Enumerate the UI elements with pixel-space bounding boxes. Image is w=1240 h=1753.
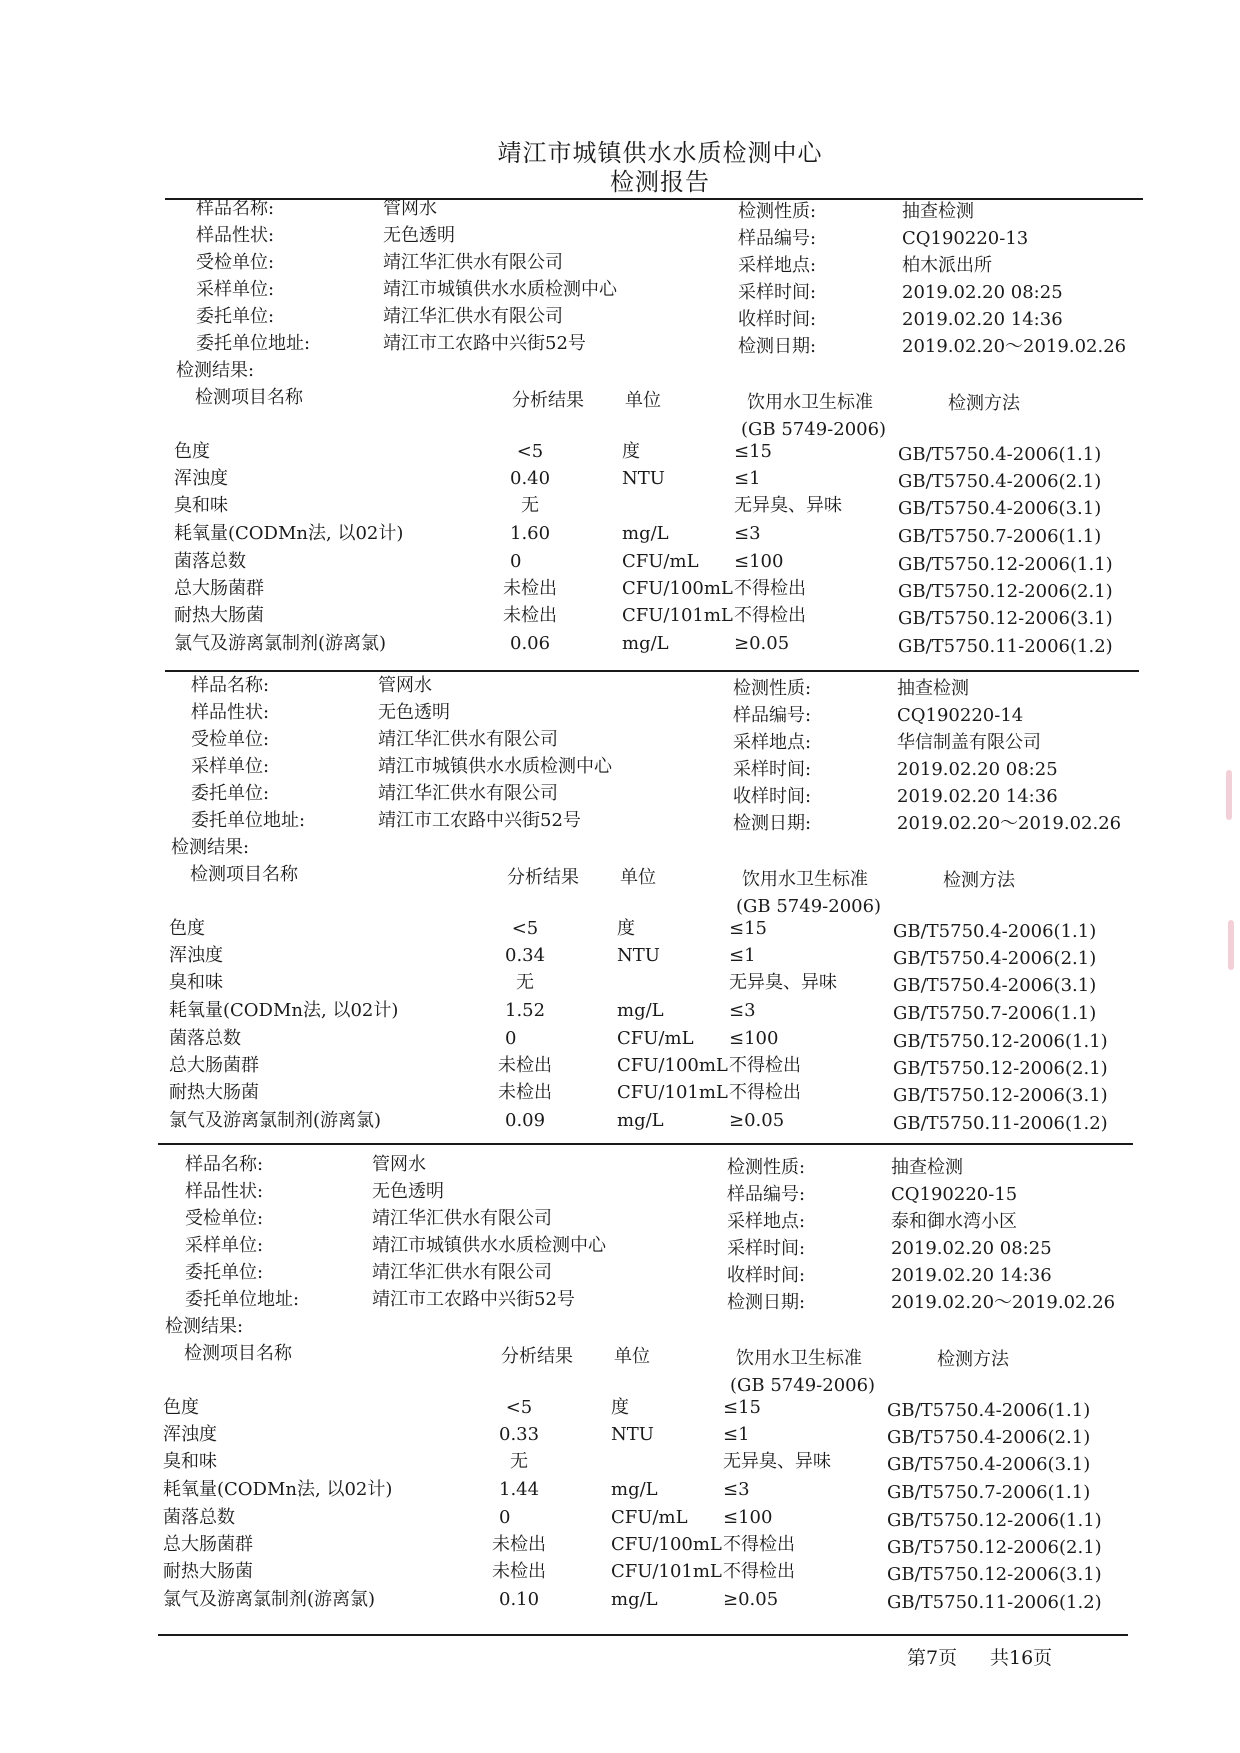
row-standard: 无异臭、异味 bbox=[723, 1451, 831, 1472]
row-item-name: 色度 bbox=[174, 441, 210, 462]
row-result: 0 bbox=[499, 1507, 511, 1528]
results-label: 检测结果: bbox=[165, 1316, 244, 1337]
row-result: 未检出 bbox=[498, 1082, 552, 1103]
test-date-label: 检测日期: bbox=[727, 1292, 806, 1313]
sampling-unit-value: 靖江市城镇供水水质检测中心 bbox=[383, 279, 617, 300]
test-date-value: 2019.02.20～2019.02.26 bbox=[891, 1292, 1116, 1313]
sample-trait-value: 无色透明 bbox=[378, 702, 450, 723]
row-result: 1.60 bbox=[510, 523, 551, 544]
inspected-unit-value: 靖江华汇供水有限公司 bbox=[372, 1208, 552, 1229]
client-unit-value: 靖江华汇供水有限公司 bbox=[378, 783, 558, 804]
row-result: 无 bbox=[521, 495, 539, 516]
row-method: GB/T5750.4-2006(2.1) bbox=[887, 1427, 1091, 1448]
sample_trait-label: 样品性状: bbox=[185, 1181, 264, 1202]
test-date-label: 检测日期: bbox=[738, 336, 817, 357]
sample-no-label: 样品编号: bbox=[727, 1184, 806, 1205]
row-method: GB/T5750.4-2006(1.1) bbox=[887, 1400, 1091, 1421]
client-address-label: 委托单位地址: bbox=[196, 333, 311, 354]
row-result: <5 bbox=[505, 1397, 533, 1418]
row-method: GB/T5750.4-2006(3.1) bbox=[887, 1454, 1091, 1475]
row-method: GB/T5750.4-2006(2.1) bbox=[893, 948, 1097, 969]
row-method: GB/T5750.7-2006(1.1) bbox=[887, 1482, 1091, 1503]
client-address-label: 委托单位地址: bbox=[191, 810, 306, 831]
row-method: GB/T5750.12-2006(2.1) bbox=[893, 1058, 1108, 1079]
row-item-name: 浑浊度 bbox=[169, 945, 223, 966]
sample_trait-label: 样品性状: bbox=[196, 225, 275, 246]
sample-no-value: CQ190220-13 bbox=[902, 228, 1029, 249]
row-standard: ≤15 bbox=[734, 441, 772, 462]
row-standard: 不得检出 bbox=[729, 1082, 801, 1103]
section-divider bbox=[165, 670, 1139, 672]
row-result: <5 bbox=[516, 441, 544, 462]
receive-time-value: 2019.02.20 14:36 bbox=[902, 309, 1063, 330]
row-unit: mg/L bbox=[611, 1589, 658, 1610]
row-item-name: 耐热大肠菌 bbox=[163, 1561, 253, 1582]
row-unit: mg/L bbox=[611, 1479, 658, 1500]
row-standard: ≥0.05 bbox=[729, 1110, 785, 1131]
row-result: 未检出 bbox=[492, 1534, 546, 1555]
inspected-unit-value: 靖江华汇供水有限公司 bbox=[378, 729, 558, 750]
col-method-header: 检测方法 bbox=[948, 393, 1020, 414]
row-standard: ≤1 bbox=[734, 468, 761, 489]
row-unit: 度 bbox=[617, 918, 635, 939]
sampling-site-label: 采样地点: bbox=[733, 732, 812, 753]
row-method: GB/T5750.11-2006(1.2) bbox=[898, 636, 1113, 657]
sample-no-value: CQ190220-15 bbox=[891, 1184, 1018, 1205]
sampling-site-value: 柏木派出所 bbox=[902, 255, 992, 276]
row-result: 0 bbox=[505, 1028, 517, 1049]
row-method: GB/T5750.12-2006(1.1) bbox=[898, 554, 1113, 575]
inspected-unit-label: 受检单位: bbox=[191, 729, 270, 750]
row-unit: NTU bbox=[617, 945, 660, 966]
row-method: GB/T5750.11-2006(1.2) bbox=[893, 1113, 1108, 1134]
row-result: 未检出 bbox=[492, 1561, 546, 1582]
row-unit: CFU/101mL bbox=[617, 1082, 728, 1103]
col-standard-header: 饮用水卫生标准 bbox=[742, 869, 868, 890]
row-method: GB/T5750.12-2006(3.1) bbox=[898, 608, 1113, 629]
row-item-name: 臭和味 bbox=[169, 972, 223, 993]
row-item-name: 总大肠菌群 bbox=[169, 1055, 259, 1076]
row-result: 未检出 bbox=[503, 605, 557, 626]
test-nature-label: 检测性质: bbox=[727, 1157, 806, 1178]
row-method: GB/T5750.7-2006(1.1) bbox=[893, 1003, 1097, 1024]
sampling-unit-value: 靖江市城镇供水水质检测中心 bbox=[372, 1235, 606, 1256]
row-item-name: 色度 bbox=[163, 1397, 199, 1418]
row-standard: 不得检出 bbox=[734, 605, 806, 626]
sampling-time-label: 采样时间: bbox=[727, 1238, 806, 1259]
row-standard: ≤15 bbox=[729, 918, 767, 939]
row-result: 0.34 bbox=[505, 945, 546, 966]
client-address-value: 靖江市工农路中兴街52号 bbox=[378, 810, 581, 831]
row-standard: 无异臭、异味 bbox=[729, 972, 837, 993]
row-result: 0.33 bbox=[499, 1424, 540, 1445]
row-item-name: 氯气及游离氯制剂(游离氯) bbox=[174, 633, 387, 654]
sampling-unit-label: 采样单位: bbox=[191, 756, 270, 777]
row-standard: 不得检出 bbox=[723, 1561, 795, 1582]
inspected-unit-label: 受检单位: bbox=[196, 252, 275, 273]
col-item-header: 检测项目名称 bbox=[195, 387, 303, 408]
row-unit: CFU/100mL bbox=[617, 1055, 728, 1076]
row-item-name: 耗氧量(CODMn法, 以02计) bbox=[169, 1000, 399, 1021]
row-result: 未检出 bbox=[498, 1055, 552, 1076]
test-date-label: 检测日期: bbox=[733, 813, 812, 834]
test-date-value: 2019.02.20～2019.02.26 bbox=[897, 813, 1122, 834]
row-standard: 不得检出 bbox=[729, 1055, 801, 1076]
sampling-time-label: 采样时间: bbox=[733, 759, 812, 780]
results-label: 检测结果: bbox=[171, 837, 250, 858]
row-item-name: 氯气及游离氯制剂(游离氯) bbox=[163, 1589, 376, 1610]
col-result-header: 分析结果 bbox=[501, 1346, 573, 1367]
sampling-time-value: 2019.02.20 08:25 bbox=[902, 282, 1063, 303]
row-result: 0.09 bbox=[505, 1110, 546, 1131]
row-unit: CFU/101mL bbox=[611, 1561, 722, 1582]
section-divider bbox=[158, 1143, 1133, 1145]
client-unit-label: 委托单位: bbox=[191, 783, 270, 804]
sampling-unit-label: 采样单位: bbox=[185, 1235, 264, 1256]
row-method: GB/T5750.12-2006(3.1) bbox=[893, 1085, 1108, 1106]
row-standard: ≤1 bbox=[729, 945, 756, 966]
test-nature-label: 检测性质: bbox=[738, 201, 817, 222]
sampling-unit-value: 靖江市城镇供水水质检测中心 bbox=[378, 756, 612, 777]
row-item-name: 耐热大肠菌 bbox=[174, 605, 264, 626]
test-nature-value: 抽查检测 bbox=[902, 201, 974, 222]
sampling-site-label: 采样地点: bbox=[727, 1211, 806, 1232]
row-method: GB/T5750.4-2006(3.1) bbox=[898, 498, 1102, 519]
row-method: GB/T5750.4-2006(3.1) bbox=[893, 975, 1097, 996]
sample_trait-label: 样品性状: bbox=[191, 702, 270, 723]
row-method: GB/T5750.12-2006(2.1) bbox=[898, 581, 1113, 602]
sample-name-value: 管网水 bbox=[378, 675, 432, 696]
sample_name-label: 样品名称: bbox=[185, 1154, 264, 1175]
col-item-header: 检测项目名称 bbox=[190, 864, 298, 885]
col-unit-header: 单位 bbox=[614, 1346, 650, 1367]
row-item-name: 耗氧量(CODMn法, 以02计) bbox=[163, 1479, 393, 1500]
client-unit-label: 委托单位: bbox=[185, 1262, 264, 1283]
receive-time-label: 收样时间: bbox=[733, 786, 812, 807]
footer-divider bbox=[158, 1634, 1128, 1636]
row-standard: ≤15 bbox=[723, 1397, 761, 1418]
row-result: 0 bbox=[510, 551, 522, 572]
col-standard-sub-header: (GB 5749-2006) bbox=[736, 896, 882, 917]
sample_name-label: 样品名称: bbox=[196, 198, 275, 219]
receive-time-value: 2019.02.20 14:36 bbox=[897, 786, 1058, 807]
row-result: 无 bbox=[516, 972, 534, 993]
sample-no-label: 样品编号: bbox=[738, 228, 817, 249]
ink-mark bbox=[1226, 770, 1232, 820]
row-unit: 度 bbox=[611, 1397, 629, 1418]
sampling-unit-label: 采样单位: bbox=[196, 279, 275, 300]
row-method: GB/T5750.11-2006(1.2) bbox=[887, 1592, 1102, 1613]
test-nature-value: 抽查检测 bbox=[897, 678, 969, 699]
col-unit-header: 单位 bbox=[625, 390, 661, 411]
col-result-header: 分析结果 bbox=[507, 867, 579, 888]
row-standard: ≤100 bbox=[723, 1507, 773, 1528]
sample-no-value: CQ190220-14 bbox=[897, 705, 1024, 726]
row-item-name: 臭和味 bbox=[174, 495, 228, 516]
row-unit: mg/L bbox=[622, 633, 669, 654]
test-nature-value: 抽查检测 bbox=[891, 1157, 963, 1178]
client-unit-value: 靖江华汇供水有限公司 bbox=[372, 1262, 552, 1283]
receive-time-label: 收样时间: bbox=[738, 309, 817, 330]
row-unit: mg/L bbox=[617, 1110, 664, 1131]
sampling-time-value: 2019.02.20 08:25 bbox=[891, 1238, 1052, 1259]
row-result: 0.10 bbox=[499, 1589, 540, 1610]
sampling-time-value: 2019.02.20 08:25 bbox=[897, 759, 1058, 780]
row-result: 0.06 bbox=[510, 633, 551, 654]
col-method-header: 检测方法 bbox=[943, 870, 1015, 891]
sample-trait-value: 无色透明 bbox=[383, 225, 455, 246]
row-method: GB/T5750.12-2006(3.1) bbox=[887, 1564, 1102, 1585]
report-title: 检测报告 bbox=[610, 168, 710, 196]
row-item-name: 总大肠菌群 bbox=[174, 578, 264, 599]
ink-mark bbox=[1228, 920, 1234, 970]
row-standard: 无异臭、异味 bbox=[734, 495, 842, 516]
row-standard: 不得检出 bbox=[723, 1534, 795, 1555]
row-item-name: 氯气及游离氯制剂(游离氯) bbox=[169, 1110, 382, 1131]
sampling-site-value: 泰和御水湾小区 bbox=[891, 1211, 1017, 1232]
row-result: 0.40 bbox=[510, 468, 551, 489]
row-standard: ≤3 bbox=[734, 523, 761, 544]
row-standard: ≤3 bbox=[723, 1479, 750, 1500]
row-unit: NTU bbox=[622, 468, 665, 489]
row-result: <5 bbox=[511, 918, 539, 939]
row-method: GB/T5750.12-2006(2.1) bbox=[887, 1537, 1102, 1558]
row-item-name: 耗氧量(CODMn法, 以02计) bbox=[174, 523, 404, 544]
row-unit: CFU/101mL bbox=[622, 605, 733, 626]
page-number: 第7页 bbox=[907, 1647, 958, 1669]
sampling-site-value: 华信制盖有限公司 bbox=[897, 732, 1041, 753]
client-address-label: 委托单位地址: bbox=[185, 1289, 300, 1310]
row-item-name: 菌落总数 bbox=[163, 1507, 235, 1528]
sample_name-label: 样品名称: bbox=[191, 675, 270, 696]
org-title: 靖江市城镇供水水质检测中心 bbox=[497, 139, 823, 167]
sample-no-label: 样品编号: bbox=[733, 705, 812, 726]
sample-name-value: 管网水 bbox=[372, 1154, 426, 1175]
client-address-value: 靖江市工农路中兴街52号 bbox=[383, 333, 586, 354]
inspected-unit-value: 靖江华汇供水有限公司 bbox=[383, 252, 563, 273]
row-unit: CFU/mL bbox=[611, 1507, 688, 1528]
row-unit: CFU/mL bbox=[617, 1028, 694, 1049]
row-unit: CFU/100mL bbox=[622, 578, 733, 599]
col-item-header: 检测项目名称 bbox=[184, 1343, 292, 1364]
row-method: GB/T5750.12-2006(1.1) bbox=[893, 1031, 1108, 1052]
row-unit: mg/L bbox=[622, 523, 669, 544]
client-address-value: 靖江市工农路中兴街52号 bbox=[372, 1289, 575, 1310]
row-standard: ≤100 bbox=[729, 1028, 779, 1049]
col-standard-header: 饮用水卫生标准 bbox=[747, 392, 873, 413]
row-item-name: 总大肠菌群 bbox=[163, 1534, 253, 1555]
sampling-time-label: 采样时间: bbox=[738, 282, 817, 303]
header-divider bbox=[165, 198, 1143, 200]
row-method: GB/T5750.4-2006(2.1) bbox=[898, 471, 1102, 492]
row-standard: ≤1 bbox=[723, 1424, 750, 1445]
row-result: 1.52 bbox=[505, 1000, 546, 1021]
col-method-header: 检测方法 bbox=[937, 1349, 1009, 1370]
row-item-name: 浑浊度 bbox=[174, 468, 228, 489]
row-standard: ≥0.05 bbox=[734, 633, 790, 654]
row-item-name: 耐热大肠菌 bbox=[169, 1082, 259, 1103]
row-item-name: 浑浊度 bbox=[163, 1424, 217, 1445]
row-unit: CFU/mL bbox=[622, 551, 699, 572]
test-date-value: 2019.02.20～2019.02.26 bbox=[902, 336, 1127, 357]
col-standard-sub-header: (GB 5749-2006) bbox=[741, 419, 887, 440]
col-result-header: 分析结果 bbox=[512, 390, 584, 411]
row-item-name: 色度 bbox=[169, 918, 205, 939]
row-unit: NTU bbox=[611, 1424, 654, 1445]
row-standard: ≥0.05 bbox=[723, 1589, 779, 1610]
receive-time-value: 2019.02.20 14:36 bbox=[891, 1265, 1052, 1286]
row-standard: ≤3 bbox=[729, 1000, 756, 1021]
col-unit-header: 单位 bbox=[620, 867, 656, 888]
row-standard: ≤100 bbox=[734, 551, 784, 572]
row-item-name: 菌落总数 bbox=[169, 1028, 241, 1049]
row-item-name: 菌落总数 bbox=[174, 551, 246, 572]
sample-name-value: 管网水 bbox=[383, 198, 437, 219]
row-result: 未检出 bbox=[503, 578, 557, 599]
row-method: GB/T5750.4-2006(1.1) bbox=[898, 444, 1102, 465]
row-standard: 不得检出 bbox=[734, 578, 806, 599]
row-unit: CFU/100mL bbox=[611, 1534, 722, 1555]
results-label: 检测结果: bbox=[176, 360, 255, 381]
row-method: GB/T5750.4-2006(1.1) bbox=[893, 921, 1097, 942]
client-unit-label: 委托单位: bbox=[196, 306, 275, 327]
total-pages: 共16页 bbox=[990, 1647, 1053, 1669]
col-standard-sub-header: (GB 5749-2006) bbox=[730, 1375, 876, 1396]
row-item-name: 臭和味 bbox=[163, 1451, 217, 1472]
row-result: 无 bbox=[510, 1451, 528, 1472]
row-method: GB/T5750.7-2006(1.1) bbox=[898, 526, 1102, 547]
inspected-unit-label: 受检单位: bbox=[185, 1208, 264, 1229]
receive-time-label: 收样时间: bbox=[727, 1265, 806, 1286]
row-result: 1.44 bbox=[499, 1479, 540, 1500]
row-unit: mg/L bbox=[617, 1000, 664, 1021]
client-unit-value: 靖江华汇供水有限公司 bbox=[383, 306, 563, 327]
row-unit: 度 bbox=[622, 441, 640, 462]
row-method: GB/T5750.12-2006(1.1) bbox=[887, 1510, 1102, 1531]
sample-trait-value: 无色透明 bbox=[372, 1181, 444, 1202]
col-standard-header: 饮用水卫生标准 bbox=[736, 1348, 862, 1369]
sampling-site-label: 采样地点: bbox=[738, 255, 817, 276]
test-nature-label: 检测性质: bbox=[733, 678, 812, 699]
